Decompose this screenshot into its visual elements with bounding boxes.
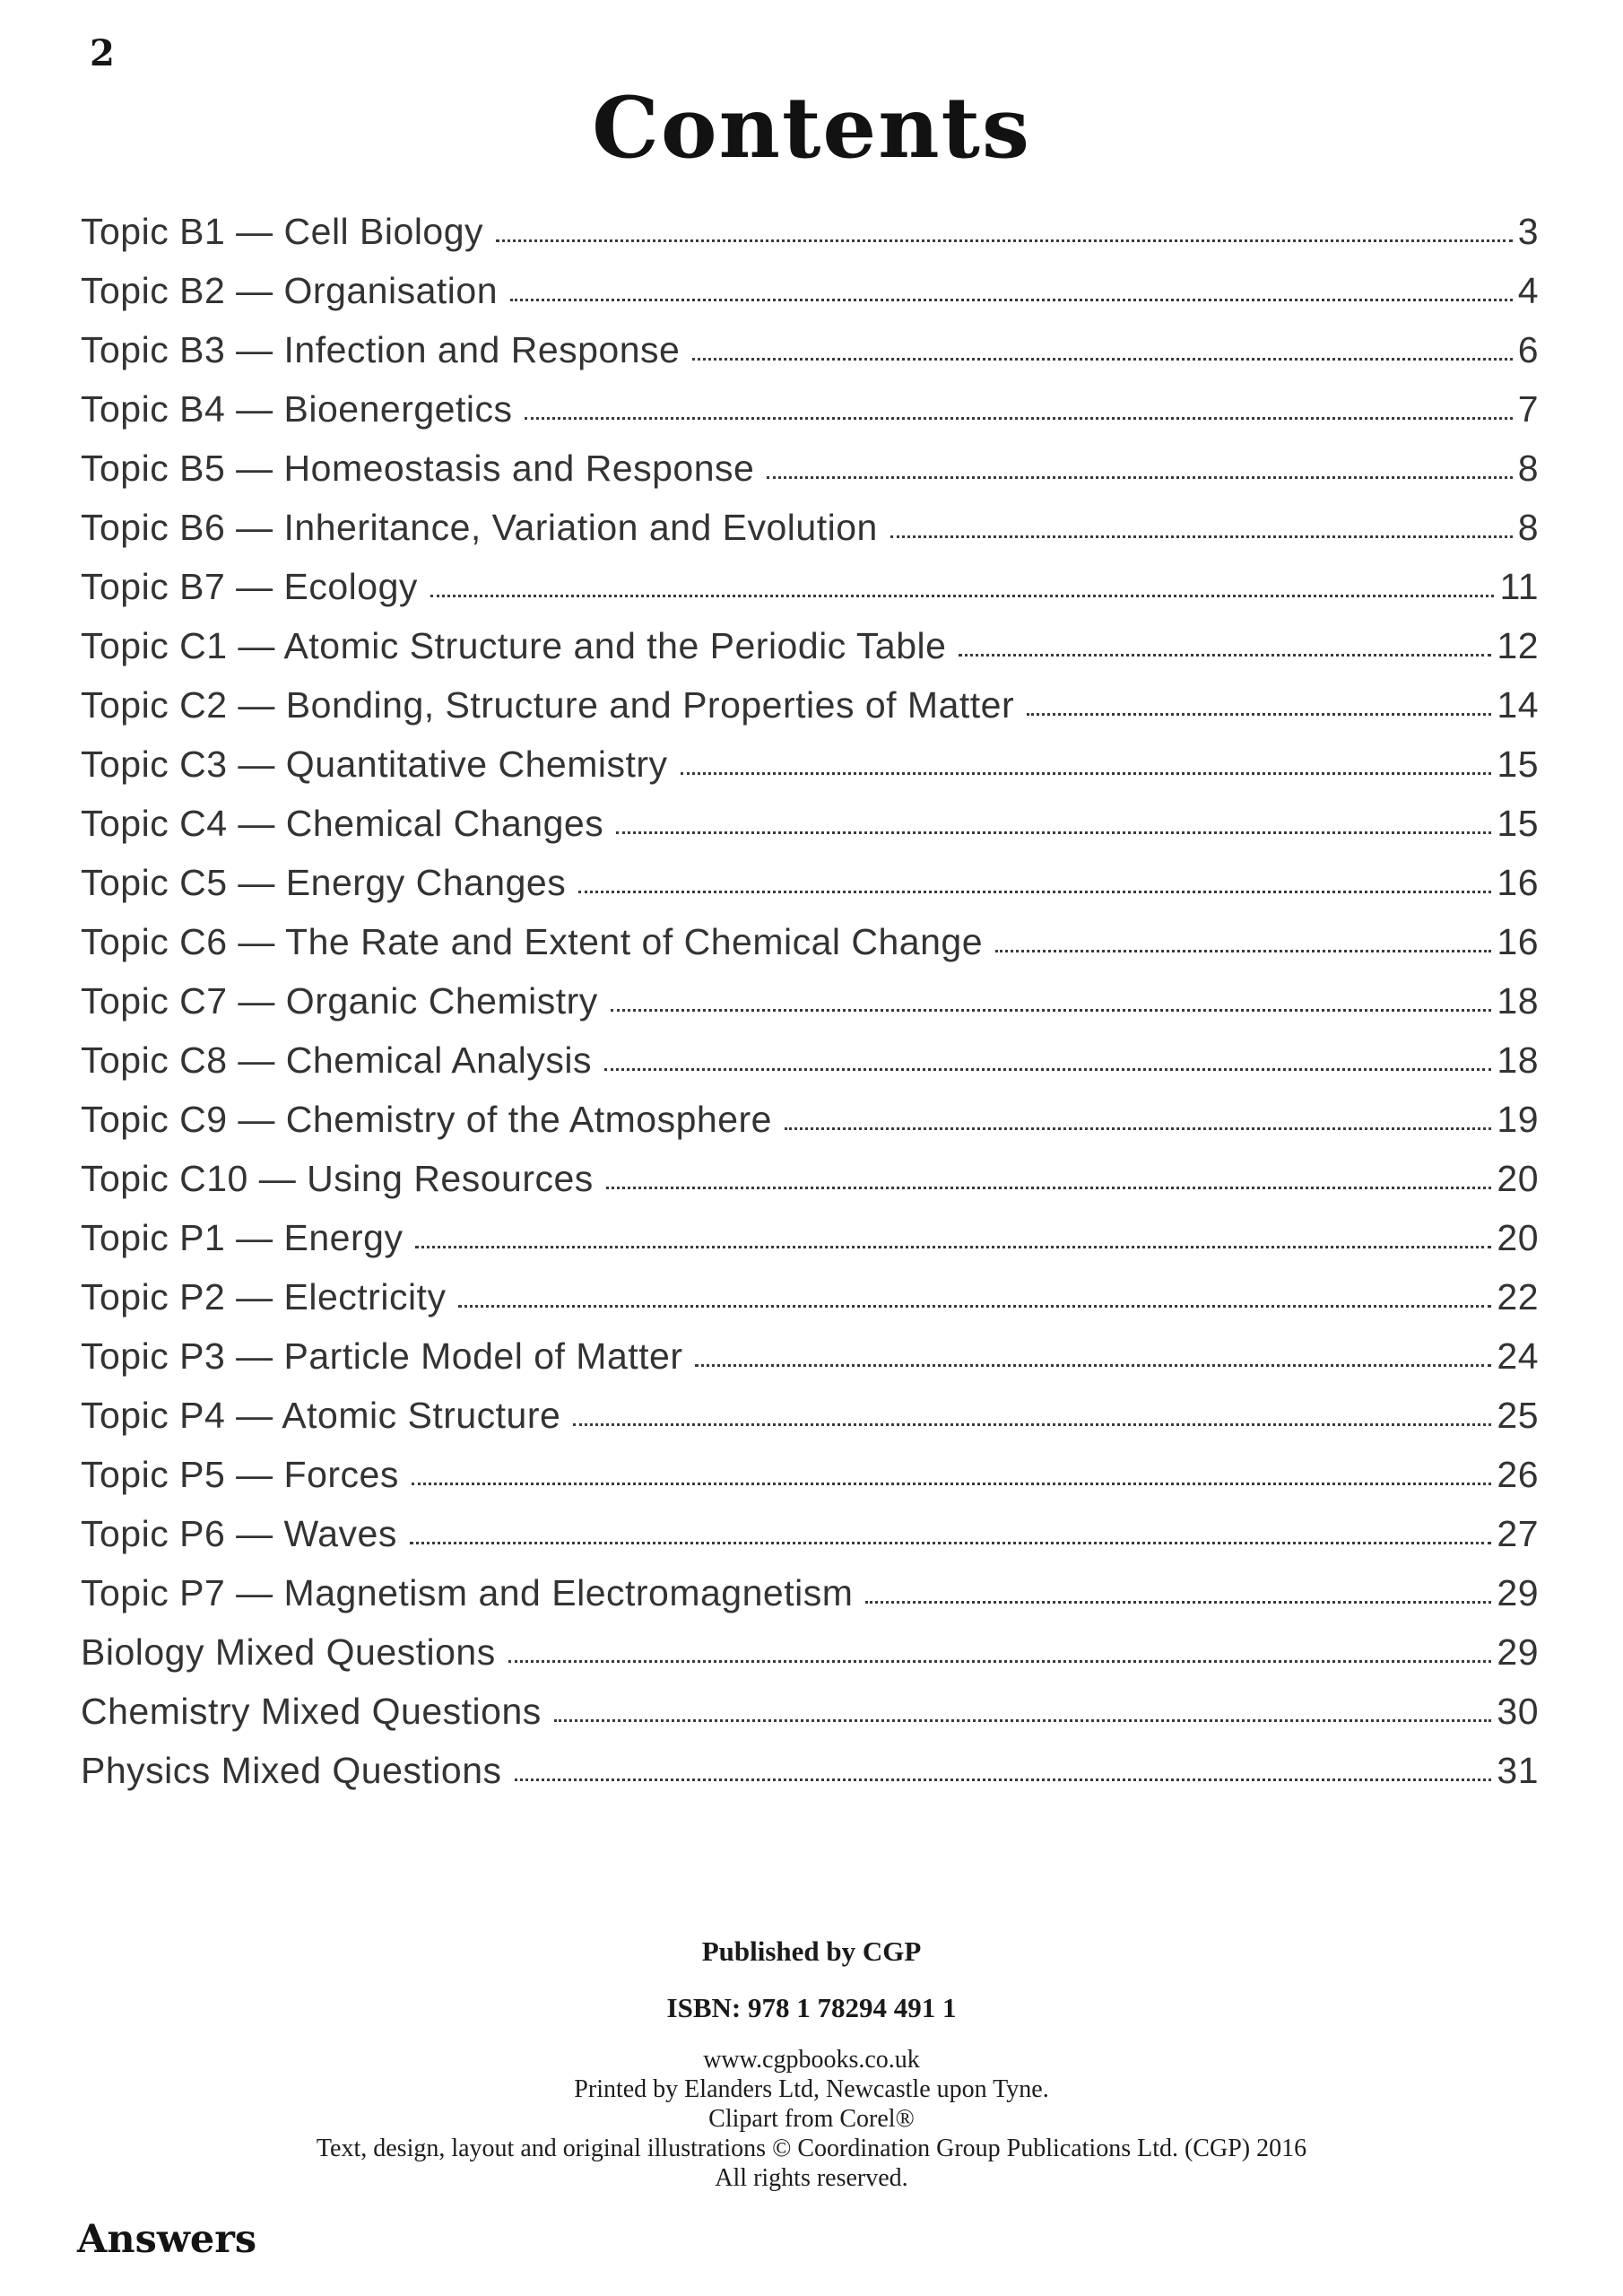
toc-entry (81, 1037, 1539, 1096)
toc-entry-page: 24 (1497, 1335, 1539, 1377)
toc-entry-page: 11 (1499, 566, 1539, 607)
toc-entry-page: 16 (1497, 921, 1539, 962)
toc-entry-page: 16 (1497, 862, 1539, 903)
toc-entry-label: Topic C8 — Chemical Analysis (81, 1039, 592, 1081)
toc-entry-label: Topic P1 — Energy (81, 1217, 404, 1258)
toc-leader-dots (515, 1779, 1492, 1781)
toc-entry-page: 22 (1497, 1276, 1539, 1318)
toc-entry (81, 1333, 1539, 1392)
answers-label: Answers (77, 2217, 257, 2262)
toc-entry-label: Topic B6 — Inheritance, Variation and Evolution (81, 507, 878, 548)
toc-entry (81, 978, 1539, 1037)
toc-entry-page: 18 (1497, 980, 1539, 1022)
toc-entry-label: Topic B1 — Cell Biology (81, 211, 484, 252)
toc-entry (81, 682, 1539, 741)
toc-leader-dots (695, 1364, 1491, 1367)
toc-entry-page: 12 (1497, 625, 1539, 666)
toc-leader-dots (1027, 713, 1491, 716)
toc-entry-page: 31 (1497, 1750, 1539, 1791)
toc-entry-page: 19 (1497, 1099, 1539, 1140)
toc-entry-label: Topic C10 — Using Resources (81, 1158, 594, 1199)
toc-entry-label: Topic C5 — Energy Changes (81, 862, 567, 903)
toc-entry (81, 859, 1539, 918)
colophon-line: Text, design, layout and original illustrations © Coordination Group Publications Ltd. (CGP) 2016 (316, 2135, 1307, 2162)
toc-leader-dots (410, 1542, 1492, 1544)
toc-entry-page: 15 (1497, 744, 1539, 785)
toc-leader-dots (785, 1127, 1491, 1130)
toc-leader-dots (573, 1423, 1491, 1426)
toc-leader-dots (525, 417, 1512, 420)
toc-entry (81, 1274, 1539, 1333)
toc-leader-dots (890, 535, 1513, 538)
toc-entry (81, 1747, 1539, 1806)
toc-entry (81, 1629, 1539, 1688)
toc-leader-dots (510, 299, 1513, 301)
toc-leader-dots (606, 1187, 1492, 1189)
colophon-line: All rights reserved. (715, 2164, 908, 2192)
toc-entry (81, 1392, 1539, 1451)
toc-entry-label: Topic B3 — Infection and Response (81, 329, 681, 370)
toc-entry (81, 1510, 1539, 1570)
toc-entry-label: Topic B5 — Homeostasis and Response (81, 448, 755, 489)
toc-entry-label: Topic B7 — Ecology (81, 566, 418, 607)
toc-list (81, 208, 1539, 1806)
toc-leader-dots (604, 1068, 1491, 1071)
toc-entry (81, 563, 1539, 622)
toc-entry (81, 800, 1539, 859)
toc-leader-dots (616, 831, 1491, 834)
toc-entry-page: 8 (1517, 448, 1539, 489)
toc-entry-page: 27 (1497, 1513, 1539, 1554)
colophon (0, 1935, 1623, 2193)
toc-entry-label: Topic P5 — Forces (81, 1454, 399, 1495)
toc-entry-label: Topic C2 — Bonding, Structure and Properties of Matter (81, 684, 1015, 726)
toc-leader-dots (496, 239, 1513, 242)
toc-entry-page: 26 (1497, 1454, 1539, 1495)
colophon-lines (0, 2045, 1623, 2193)
colophon-line: www.cgpbooks.co.uk (703, 2046, 920, 2074)
toc-leader-dots (458, 1305, 1491, 1308)
toc-leader-dots (412, 1483, 1492, 1485)
toc-entry (81, 1155, 1539, 1214)
toc-entry-label: Topic P2 — Electricity (81, 1276, 447, 1318)
page-title: Contents (592, 79, 1031, 178)
toc-leader-dots (995, 950, 1491, 952)
toc-entry (81, 1096, 1539, 1155)
toc-entry (81, 1570, 1539, 1629)
toc-entry-label: Topic P3 — Particle Model of Matter (81, 1335, 683, 1377)
toc-entry-page: 25 (1497, 1395, 1539, 1436)
toc-leader-dots (865, 1601, 1491, 1604)
toc-entry-page: 8 (1517, 507, 1539, 548)
toc-entry-label: Topic C9 — Chemistry of the Atmosphere (81, 1099, 772, 1140)
toc-leader-dots (508, 1660, 1492, 1663)
toc-leader-dots (611, 1009, 1492, 1012)
toc-entry-label: Topic P4 — Atomic Structure (81, 1395, 561, 1436)
toc-leader-dots (554, 1719, 1492, 1722)
toc-entry-page: 4 (1517, 270, 1539, 311)
toc-entry (81, 504, 1539, 563)
toc-entry-page: 15 (1497, 803, 1539, 844)
toc-entry-page: 20 (1497, 1158, 1539, 1199)
toc-entry-page: 29 (1497, 1572, 1539, 1613)
toc-entry (81, 1451, 1539, 1510)
page-number: 2 (90, 32, 115, 74)
toc-entry (81, 208, 1539, 267)
toc-entry (81, 1214, 1539, 1274)
toc-entry-label: Topic C3 — Quantitative Chemistry (81, 744, 668, 785)
toc-entry-label: Biology Mixed Questions (81, 1631, 496, 1673)
toc-entry-page: 18 (1497, 1039, 1539, 1081)
toc-entry-label: Topic C4 — Chemical Changes (81, 803, 604, 844)
toc-entry-label: Topic B4 — Bioenergetics (81, 388, 513, 430)
toc-entry-label: Topic P7 — Magnetism and Electromagnetism (81, 1572, 854, 1613)
toc-entry-label: Physics Mixed Questions (81, 1750, 502, 1791)
toc-entry (81, 622, 1539, 682)
toc-leader-dots (692, 358, 1512, 361)
toc-entry-page: 3 (1517, 211, 1539, 252)
toc-entry-label: Topic B2 — Organisation (81, 270, 499, 311)
colophon-line: Printed by Elanders Ltd, Newcastle upon Tyne. (574, 2075, 1049, 2103)
toc-entry (81, 918, 1539, 978)
toc-entry-label: Topic C1 — Atomic Structure and the Periodic Table (81, 625, 947, 666)
toc-entry-label: Topic P6 — Waves (81, 1513, 397, 1554)
toc-entry-page: 14 (1497, 684, 1539, 726)
toc-leader-dots (415, 1246, 1491, 1248)
toc-entry-page: 20 (1497, 1217, 1539, 1258)
toc-entry-page: 30 (1497, 1691, 1539, 1732)
toc-entry (81, 445, 1539, 504)
toc-entry (81, 326, 1539, 386)
toc-entry-label: Topic C7 — Organic Chemistry (81, 980, 598, 1022)
colophon-line: Clipart from Corel® (708, 2105, 915, 2133)
toc-leader-dots (430, 595, 1495, 597)
colophon-publisher: Published by CGP (701, 1935, 922, 1967)
toc-leader-dots (767, 476, 1512, 479)
toc-entry (81, 741, 1539, 800)
toc-leader-dots (681, 772, 1492, 775)
toc-entry-label: Topic C6 — The Rate and Extent of Chemical Change (81, 921, 983, 962)
toc-entry (81, 267, 1539, 326)
colophon-isbn: ISBN: 978 1 78294 491 1 (666, 1992, 957, 2023)
toc-entry-page: 6 (1517, 329, 1539, 370)
toc-entry (81, 1688, 1539, 1747)
toc-entry-page: 7 (1517, 388, 1539, 430)
toc-entry-page: 29 (1497, 1631, 1539, 1673)
toc-leader-dots (578, 891, 1491, 893)
toc-entry (81, 386, 1539, 445)
toc-entry-label: Chemistry Mixed Questions (81, 1691, 542, 1732)
toc-leader-dots (959, 654, 1491, 657)
